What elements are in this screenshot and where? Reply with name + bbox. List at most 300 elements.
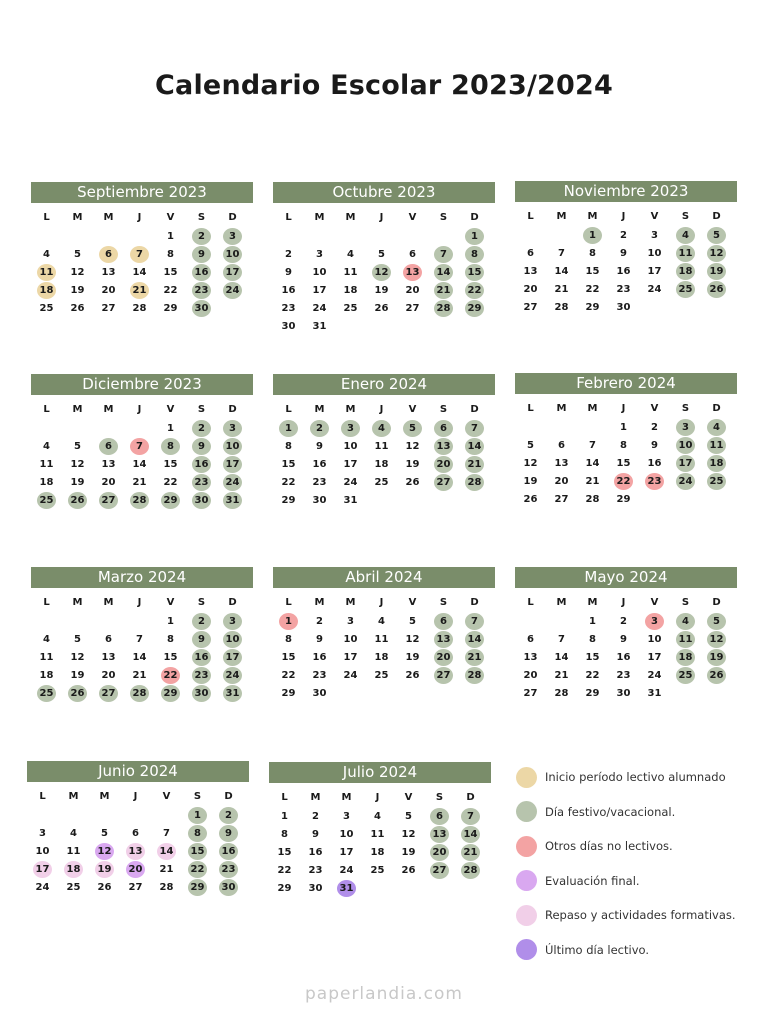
day-number: 26 [523, 493, 538, 505]
day-cell [304, 419, 335, 437]
day-number: 24 [339, 864, 354, 876]
day-number: 19 [405, 458, 420, 470]
day-cell [546, 454, 577, 472]
day-number: 15 [281, 651, 296, 663]
day-number: 18 [37, 282, 56, 299]
day-number: 1 [465, 228, 484, 245]
day-number: 17 [676, 455, 695, 472]
day-number: 1 [281, 810, 288, 822]
day-number: 20 [101, 476, 116, 488]
day-cell [304, 455, 335, 473]
day-number: 2 [651, 421, 658, 433]
day-cell [577, 630, 608, 648]
day-cell [670, 262, 701, 280]
day-number: 19 [707, 263, 726, 280]
day-number: 19 [374, 284, 389, 296]
weekday-label: L [281, 792, 288, 803]
day-cell [515, 666, 546, 684]
day-cell [577, 612, 608, 630]
day-cell [155, 419, 186, 437]
day-cell [515, 262, 546, 280]
weekday-label: M [72, 597, 83, 608]
weekday-label: L [285, 597, 292, 608]
day-cell [639, 244, 670, 262]
day-number: 18 [370, 846, 385, 858]
day-number: 30 [281, 320, 296, 332]
day-cell [366, 666, 397, 684]
day-number: 21 [434, 282, 453, 299]
day-number: 30 [192, 685, 211, 702]
day-cell [300, 825, 331, 843]
day-number: 4 [374, 810, 381, 822]
weekday-label: V [408, 212, 417, 223]
day-number: 28 [585, 493, 600, 505]
day-cell [608, 418, 639, 436]
day-cell [186, 491, 217, 509]
day-number: 15 [188, 843, 207, 860]
day-number: 26 [707, 667, 726, 684]
day-cell [701, 472, 732, 490]
day-cell [124, 437, 155, 455]
day-number: 6 [434, 613, 453, 630]
day-number: 8 [285, 440, 292, 452]
day-number: 12 [70, 266, 85, 278]
day-number: 30 [308, 882, 323, 894]
day-cell [515, 244, 546, 262]
day-number: 25 [374, 669, 389, 681]
day-number: 11 [39, 458, 54, 470]
day-number: 7 [465, 420, 484, 437]
day-cell [213, 842, 244, 860]
day-number: 22 [614, 473, 633, 490]
day-cell [93, 473, 124, 491]
day-number: 27 [554, 493, 569, 505]
day-number: 14 [554, 651, 569, 663]
day-number: 13 [554, 457, 569, 469]
day-cell [428, 263, 459, 281]
day-cell [182, 878, 213, 896]
day-number: 7 [589, 439, 596, 451]
day-number: 5 [707, 613, 726, 630]
day-number: 4 [707, 419, 726, 436]
empty-cell [546, 226, 577, 244]
day-number: 10 [343, 633, 358, 645]
footer-watermark: paperlandia.com [304, 984, 463, 1004]
month-header: Julio 2024 [269, 762, 491, 783]
day-cell [62, 684, 93, 702]
day-number: 17 [33, 861, 52, 878]
day-cell [546, 436, 577, 454]
weekday-label: V [166, 404, 175, 415]
weekday-label: M [345, 212, 356, 223]
month-calendar [515, 373, 737, 508]
legend-item [516, 864, 766, 899]
day-number: 22 [281, 669, 296, 681]
day-cell [186, 648, 217, 666]
day-cell [62, 648, 93, 666]
day-number: 20 [101, 284, 116, 296]
day-number: 9 [285, 266, 292, 278]
weekday-label: D [470, 404, 479, 415]
day-number: 31 [343, 494, 358, 506]
day-cell [335, 630, 366, 648]
day-number: 9 [316, 440, 323, 452]
empty-cell [124, 419, 155, 437]
day-cell [186, 281, 217, 299]
day-cell [62, 666, 93, 684]
weekday-label: L [527, 403, 534, 414]
day-cell [366, 263, 397, 281]
month-calendar [269, 762, 491, 897]
day-number: 18 [676, 263, 695, 280]
day-cell [93, 437, 124, 455]
day-cell [546, 666, 577, 684]
month-grid [515, 208, 737, 316]
day-cell [155, 684, 186, 702]
day-cell [304, 281, 335, 299]
day-cell [397, 648, 428, 666]
day-number: 21 [554, 669, 569, 681]
day-number: 29 [465, 300, 484, 317]
empty-cell [366, 227, 397, 245]
day-cell [459, 437, 490, 455]
day-cell [155, 281, 186, 299]
weekday-label: M [587, 211, 598, 222]
day-number: 15 [585, 265, 600, 277]
day-cell [155, 648, 186, 666]
month-grid [515, 400, 737, 508]
day-number: 13 [523, 265, 538, 277]
day-cell [362, 843, 393, 861]
day-cell [304, 317, 335, 335]
day-number: 14 [434, 264, 453, 281]
day-cell [608, 472, 639, 490]
day-number: 17 [223, 649, 242, 666]
month-grid [273, 209, 495, 335]
day-number: 23 [219, 861, 238, 878]
day-cell [546, 490, 577, 508]
day-cell [639, 684, 670, 702]
day-cell [459, 612, 490, 630]
day-number: 5 [74, 440, 81, 452]
month-calendar [27, 761, 249, 896]
weekday-label: M [314, 597, 325, 608]
legend-swatch [516, 870, 537, 891]
day-cell [182, 806, 213, 824]
day-number: 2 [620, 615, 627, 627]
day-cell [515, 298, 546, 316]
day-number: 22 [277, 864, 292, 876]
day-cell [577, 490, 608, 508]
day-number: 20 [126, 861, 145, 878]
day-number: 19 [401, 846, 416, 858]
weekday-label: S [681, 403, 690, 414]
day-cell [182, 824, 213, 842]
empty-cell [93, 612, 124, 630]
weekday-label: L [285, 404, 292, 415]
weekday-label: S [193, 791, 202, 802]
day-number: 5 [405, 810, 412, 822]
day-number: 2 [620, 229, 627, 241]
weekday-label: M [103, 404, 114, 415]
day-number: 8 [285, 633, 292, 645]
weekday-label: V [408, 404, 417, 415]
weekday-label: J [379, 212, 384, 223]
day-number: 6 [99, 246, 118, 263]
weekday-label: D [228, 404, 237, 415]
day-number: 5 [378, 248, 385, 260]
weekday-label: D [712, 211, 721, 222]
weekday-label: V [650, 597, 659, 608]
day-number: 23 [192, 667, 211, 684]
day-cell [608, 648, 639, 666]
empty-cell [27, 806, 58, 824]
day-cell [455, 843, 486, 861]
day-cell [397, 473, 428, 491]
day-cell [186, 299, 217, 317]
weekday-label: D [466, 792, 475, 803]
day-cell [670, 418, 701, 436]
empty-cell [515, 418, 546, 436]
empty-cell [124, 612, 155, 630]
day-cell [397, 455, 428, 473]
day-number: 28 [461, 862, 480, 879]
weekday-label: D [470, 597, 479, 608]
month-calendar [273, 567, 495, 702]
day-cell [300, 879, 331, 897]
day-number: 22 [585, 283, 600, 295]
day-cell [217, 419, 248, 437]
day-cell [515, 630, 546, 648]
day-cell [217, 455, 248, 473]
day-cell [182, 860, 213, 878]
day-number: 2 [192, 613, 211, 630]
weekday-label: S [439, 404, 448, 415]
day-number: 28 [434, 300, 453, 317]
day-cell [120, 824, 151, 842]
month-calendar [31, 567, 253, 702]
day-number: 29 [161, 685, 180, 702]
day-number: 17 [343, 651, 358, 663]
day-cell [608, 280, 639, 298]
day-number: 27 [434, 474, 453, 491]
day-number: 1 [620, 421, 627, 433]
day-number: 2 [316, 615, 323, 627]
day-cell [577, 436, 608, 454]
empty-cell [120, 806, 151, 824]
weekday-label: L [285, 212, 292, 223]
empty-cell [31, 419, 62, 437]
month-grid [27, 788, 249, 896]
day-cell [670, 244, 701, 262]
day-cell [186, 473, 217, 491]
day-cell [304, 473, 335, 491]
day-cell [366, 419, 397, 437]
day-cell [273, 281, 304, 299]
day-number: 16 [219, 843, 238, 860]
day-number: 15 [163, 651, 178, 663]
day-cell [397, 419, 428, 437]
day-cell [331, 879, 362, 897]
day-cell [27, 824, 58, 842]
day-number: 16 [616, 265, 631, 277]
day-cell [269, 843, 300, 861]
day-cell [397, 245, 428, 263]
day-number: 22 [281, 476, 296, 488]
day-number: 30 [192, 300, 211, 317]
day-number: 12 [405, 633, 420, 645]
day-number: 2 [192, 228, 211, 245]
day-cell [701, 648, 732, 666]
day-number: 21 [159, 863, 174, 875]
day-cell [459, 473, 490, 491]
month-calendar [273, 374, 495, 509]
day-number: 2 [285, 248, 292, 260]
day-cell [397, 437, 428, 455]
month-grid [269, 789, 491, 897]
day-number: 29 [163, 302, 178, 314]
day-number: 9 [192, 631, 211, 648]
day-cell [31, 455, 62, 473]
day-cell [366, 281, 397, 299]
weekday-label: J [379, 404, 384, 415]
day-number: 13 [430, 826, 449, 843]
day-cell [428, 299, 459, 317]
day-cell [424, 861, 455, 879]
day-cell [428, 437, 459, 455]
month-header: Abril 2024 [273, 567, 495, 588]
month-header: Noviembre 2023 [515, 181, 737, 202]
day-number: 13 [101, 458, 116, 470]
day-cell [273, 299, 304, 317]
day-cell [304, 299, 335, 317]
day-cell [608, 262, 639, 280]
day-cell [639, 280, 670, 298]
day-cell [428, 666, 459, 684]
day-cell [155, 263, 186, 281]
weekday-label: V [408, 597, 417, 608]
day-number: 3 [645, 613, 664, 630]
day-number: 19 [70, 669, 85, 681]
weekday-label: L [527, 597, 534, 608]
day-number: 27 [523, 301, 538, 313]
weekday-label: M [99, 791, 110, 802]
page-title: Calendario Escolar 2023/2024 [155, 70, 613, 101]
day-cell [546, 630, 577, 648]
day-number: 5 [74, 633, 81, 645]
weekday-label: M [72, 404, 83, 415]
day-cell [62, 455, 93, 473]
day-cell [335, 281, 366, 299]
day-cell [428, 245, 459, 263]
day-cell [639, 454, 670, 472]
legend-label: Otros días no lectivos. [545, 839, 673, 854]
day-cell [304, 684, 335, 702]
day-cell [608, 244, 639, 262]
day-cell [273, 317, 304, 335]
empty-cell [62, 419, 93, 437]
day-number: 23 [281, 302, 296, 314]
weekday-label: M [556, 597, 567, 608]
day-cell [213, 860, 244, 878]
day-cell [701, 436, 732, 454]
empty-cell [304, 227, 335, 245]
day-cell [608, 454, 639, 472]
day-cell [608, 666, 639, 684]
day-cell [608, 436, 639, 454]
day-cell [31, 299, 62, 317]
weekday-label: M [556, 403, 567, 414]
day-cell [459, 648, 490, 666]
day-cell [608, 226, 639, 244]
month-calendar [515, 181, 737, 316]
legend-swatch [516, 836, 537, 857]
day-cell [546, 262, 577, 280]
legend-swatch [516, 801, 537, 822]
day-cell [577, 454, 608, 472]
day-cell [701, 244, 732, 262]
weekday-label: S [439, 212, 448, 223]
day-cell [151, 824, 182, 842]
day-cell [27, 878, 58, 896]
day-cell [93, 299, 124, 317]
day-number: 4 [70, 827, 77, 839]
day-number: 23 [192, 474, 211, 491]
day-number: 14 [157, 843, 176, 860]
day-number: 1 [167, 422, 174, 434]
day-number: 23 [312, 669, 327, 681]
day-number: 4 [676, 613, 695, 630]
day-cell [424, 843, 455, 861]
day-cell [273, 684, 304, 702]
legend-swatch [516, 905, 537, 926]
day-cell [217, 666, 248, 684]
day-number: 31 [223, 492, 242, 509]
day-cell [393, 807, 424, 825]
day-cell [428, 648, 459, 666]
day-cell [639, 418, 670, 436]
legend-label: Último día lectivo. [545, 942, 649, 957]
day-number: 8 [161, 438, 180, 455]
day-cell [124, 299, 155, 317]
day-number: 24 [223, 667, 242, 684]
day-cell [335, 491, 366, 509]
day-number: 16 [647, 457, 662, 469]
day-cell [273, 491, 304, 509]
day-number: 6 [558, 439, 565, 451]
day-number: 19 [405, 651, 420, 663]
legend-item [516, 898, 766, 933]
day-number: 21 [461, 844, 480, 861]
day-cell [670, 648, 701, 666]
day-cell [428, 281, 459, 299]
day-number: 19 [523, 475, 538, 487]
day-number: 14 [132, 266, 147, 278]
day-cell [515, 490, 546, 508]
day-number: 1 [188, 807, 207, 824]
day-cell [213, 806, 244, 824]
day-cell [577, 684, 608, 702]
month-calendar [273, 182, 495, 335]
day-cell [151, 878, 182, 896]
day-cell [428, 612, 459, 630]
weekday-label: J [137, 597, 142, 608]
day-number: 29 [585, 687, 600, 699]
day-number: 21 [554, 283, 569, 295]
day-number: 11 [343, 266, 358, 278]
empty-cell [397, 227, 428, 245]
day-cell [58, 842, 89, 860]
